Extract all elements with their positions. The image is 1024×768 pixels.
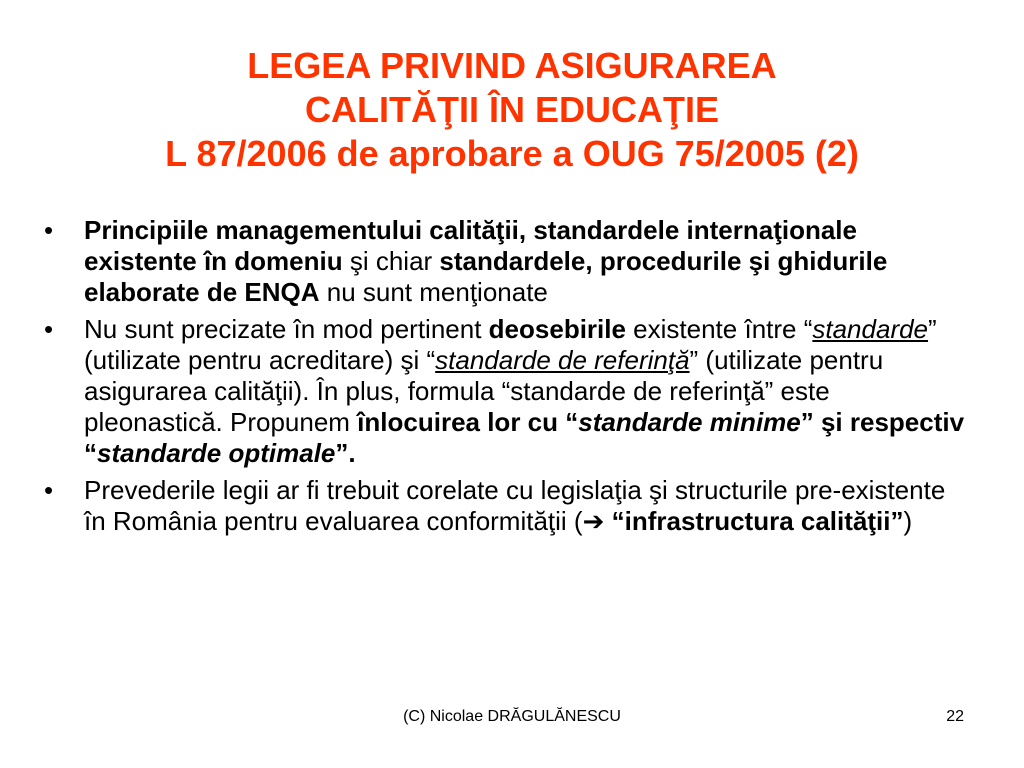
bullet-2-bold-3: ” şi respectiv “	[84, 407, 965, 468]
bullet-2-text-4: ” (utilizate pentru asigurarea calităţii). În plus, formula “standarde de referinţă” este pleonastică. Propunem	[84, 345, 884, 437]
bullet-dot: •	[44, 475, 54, 505]
bullet-3-text-2: )	[903, 506, 913, 536]
bullet-2-text-3: ” (utilizate pentru acreditare) şi “	[84, 314, 937, 375]
footer-author: (C) Nicolae DRĂGULĂNESCU	[403, 708, 621, 725]
bullet-2-bold-4: ”.	[335, 438, 356, 468]
bullet-3-bold-1: “infrastructura calităţii”	[604, 506, 904, 536]
bullet-item-2	[40, 314, 970, 469]
bullet-3-text-1: Prevederile legii ar fi trebuit corelate cu legislaţia şi structurile pre-existente în România pentru evaluarea conformităţii (	[84, 475, 946, 536]
bullet-list	[40, 215, 970, 543]
slide-title	[40, 44, 984, 176]
bullet-2-text-2: existente între “	[625, 314, 813, 344]
bullet-2-bold-italic-2: standarde optimale	[97, 438, 336, 468]
bullet-2-underline-italic-1: standarde	[812, 314, 929, 344]
title-line-3: L 87/2006 de aprobare a OUG 75/2005 (2)	[165, 133, 859, 174]
bullet-2-bold-italic-1: standarde minime	[578, 407, 801, 437]
title-line-2: CALITĂŢII ÎN EDUCAŢIE	[305, 89, 719, 130]
bullet-2-text-1: Nu sunt precizate în mod pertinent	[84, 314, 489, 344]
bullet-1-text-2: nu sunt menţionate	[319, 277, 548, 307]
bullet-1-text-1: şi chiar	[342, 246, 440, 276]
slide-number: 22	[946, 708, 964, 725]
title-line-1: LEGEA PRIVIND ASIGURAREA	[247, 45, 777, 86]
bullet-item-3	[40, 475, 970, 537]
bullet-2-underline-italic-2: standarde de referinţă	[435, 345, 690, 375]
bullet-1-bold-2: standardele, procedurile şi ghidurile elaborate de ENQA	[84, 246, 888, 307]
bullet-1-bold-1: Principiile managementului calităţii, standardele internaţionale existente în domeniu	[84, 215, 857, 276]
bullet-item-1	[40, 215, 970, 308]
bullet-dot: •	[44, 314, 54, 344]
arrow-right-icon: ➔	[582, 506, 605, 536]
bullet-2-bold-2: înlocuirea lor cu “	[357, 407, 579, 437]
bullet-2-bold-1: deosebirile	[488, 314, 626, 344]
bullet-dot: •	[44, 215, 54, 245]
